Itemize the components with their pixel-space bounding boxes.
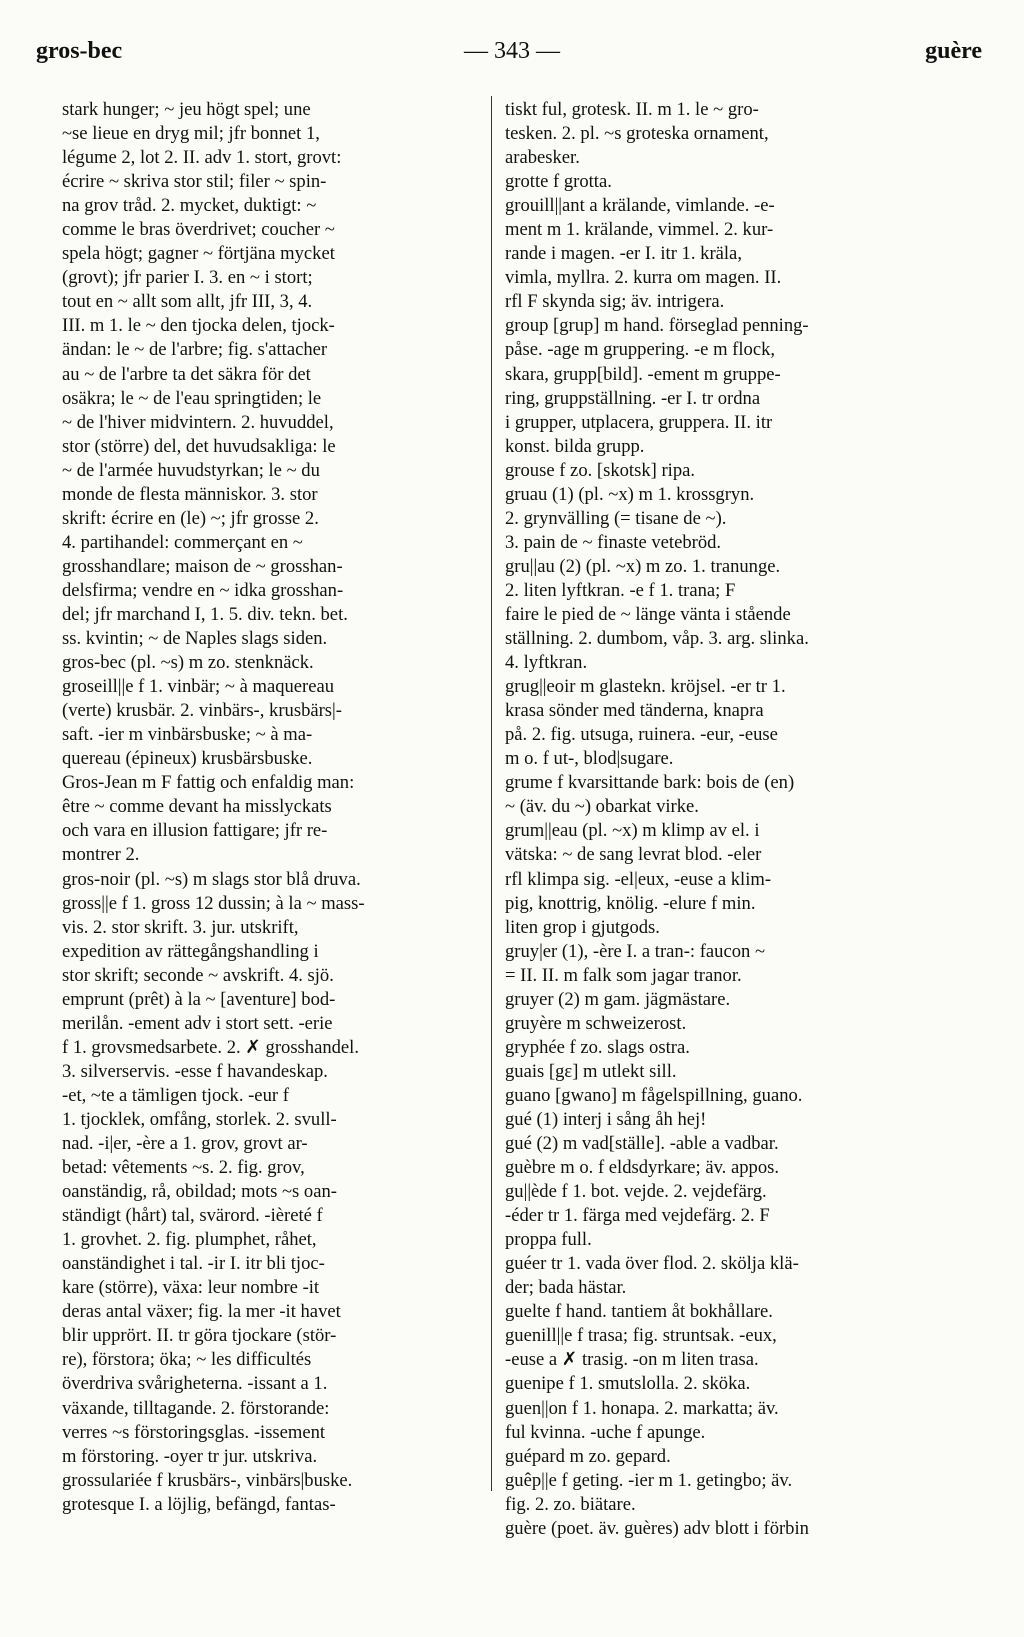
entry-line: gruy|er (1), -ère I. a tran-: faucon ~: [505, 940, 766, 962]
entry-line: montrer 2.: [62, 844, 140, 866]
entry-line: f 1. grovsmedsarbete. 2. ✗ grosshandel.: [62, 1036, 360, 1058]
entry-line: ~se lieue en dryg mil; jfr bonnet 1,: [62, 123, 320, 145]
entry-line: 4. lyftkran.: [505, 652, 588, 674]
entry-line: på. 2. fig. utsuga, ruinera. -eur, -euse: [505, 724, 778, 746]
entry-line: emprunt (prêt) à la ~ [aventure] bod-: [62, 988, 336, 1010]
entry-line: grossulariée f krusbärs-, vinbärs|buske.: [62, 1469, 353, 1491]
entry-line: arabesker.: [505, 147, 580, 169]
entry-line: gru||au (2) (pl. ~x) m zo. 1. tranunge.: [505, 555, 781, 577]
entry-line: oanständighet i tal. -ir I. itr bli tjoc-: [62, 1253, 325, 1275]
entry-line: gruyère m schweizerost.: [505, 1012, 687, 1034]
entry-line: grume f kvarsittande bark: bois de (en): [505, 772, 795, 794]
entry-line: i grupper, utplacera, gruppera. II. itr: [505, 411, 773, 433]
right-column: [505, 98, 940, 1541]
entry-line: pig, knottrig, knölig. -elure f min.: [505, 892, 756, 914]
entry-line: gros-noir (pl. ~s) m slags stor blå druva.: [62, 868, 361, 890]
header-first-headword: gros-bec: [36, 38, 123, 64]
entry-line: grouse f zo. [skotsk] ripa.: [505, 459, 696, 481]
entry-line: kare (större), växa: leur nombre -it: [62, 1277, 320, 1299]
entry-line: överdriva svårigheterna. -issant a 1.: [62, 1373, 328, 1395]
entry-line: guais [gɛ] m utlekt sill.: [505, 1060, 677, 1082]
entry-line: guêp||e f geting. -ier m 1. getingbo; äv.: [505, 1469, 793, 1491]
entry-line: grotte f grotta.: [505, 171, 612, 193]
entry-line: 1. tjocklek, omfång, storlek. 2. svull-: [62, 1108, 337, 1130]
entry-line: proppa full.: [505, 1229, 592, 1251]
page-number: — 343 —: [464, 38, 560, 64]
page-header: [0, 38, 1024, 78]
entry-line: grouill||ant a krälande, vimlande. -e-: [505, 195, 775, 217]
entry-line: ~ de l'armée huvudstyrkan; le ~ du: [62, 459, 320, 481]
entry-line: vimla, myllra. 2. kurra om magen. II.: [505, 267, 782, 289]
entry-line: gryphée f zo. slags ostra.: [505, 1036, 690, 1058]
entry-line: guelte f hand. tantiem åt bokhållare.: [505, 1301, 773, 1323]
entry-line: gué (2) m vad[ställe]. -able a vadbar.: [505, 1133, 779, 1155]
entry-line: ~ (äv. du ~) obarkat virke.: [505, 796, 699, 818]
entry-line: ful kvinna. -uche f apunge.: [505, 1421, 706, 1443]
entry-line: 1. grovhet. 2. fig. plumphet, råhet,: [62, 1229, 317, 1251]
entry-line: fig. 2. zo. biätare.: [505, 1493, 636, 1515]
entry-line: delsfirma; vendre en ~ idka grosshan-: [62, 579, 344, 601]
entry-line: -éder tr 1. färga med vejdefärg. 2. F: [505, 1205, 770, 1227]
entry-line: guère (poet. äv. guères) adv blott i förbin: [505, 1517, 809, 1539]
entry-line: ställning. 2. dumbom, våp. 3. arg. slinka.: [505, 628, 809, 650]
entry-line: group [grup] m hand. förseglad penning-: [505, 315, 809, 337]
entry-line: tout en ~ allt som allt, jfr III, 3, 4.: [62, 291, 313, 313]
entry-line: m o. f ut-, blod|sugare.: [505, 748, 674, 770]
entry-line: spela högt; gagner ~ förtjäna mycket: [62, 243, 335, 265]
entry-line: stor skrift; seconde ~ avskrift. 4. sjö.: [62, 964, 334, 986]
entry-line: saft. -ier m vinbärsbuske; ~ à ma-: [62, 724, 313, 746]
entry-line: au ~ de l'arbre ta det säkra för det: [62, 363, 311, 385]
entry-line: tesken. 2. pl. ~s groteska ornament,: [505, 123, 769, 145]
entry-line: -et, ~te a tämligen tjock. -eur f: [62, 1084, 289, 1106]
entry-line: faire le pied de ~ länge vänta i stående: [505, 603, 791, 625]
entry-line: skrift: écrire en (le) ~; jfr grosse 2.: [62, 507, 319, 529]
entry-line: merilån. -ement adv i stort sett. -erie: [62, 1012, 333, 1034]
entry-line: gu||ède f 1. bot. vejde. 2. vejdefärg.: [505, 1181, 767, 1203]
entry-line: osäkra; le ~ de l'eau springtiden; le: [62, 387, 322, 409]
entry-line: betad: vêtements ~s. 2. fig. grov,: [62, 1157, 305, 1179]
entry-line: guenipe f 1. smutslolla. 2. sköka.: [505, 1373, 751, 1395]
entry-line: III. m 1. le ~ den tjocka delen, tjock-: [62, 315, 335, 337]
entry-line: grum||eau (pl. ~x) m klimp av el. i: [505, 820, 760, 842]
entry-line: guenill||e f trasa; fig. struntsak. -eux,: [505, 1325, 777, 1347]
entry-line: Gros-Jean m F fattig och enfaldig man:: [62, 772, 355, 794]
entry-line: krasa sönder med tänderna, knapra: [505, 700, 764, 722]
entry-line: rfl F skynda sig; äv. intrigera.: [505, 291, 725, 313]
entry-line: rande i magen. -er I. itr 1. kräla,: [505, 243, 742, 265]
header-last-headword: guère: [925, 38, 982, 64]
entry-line: 4. partihandel: commerçant en ~: [62, 531, 303, 553]
entry-line: verres ~s förstoringsglas. -issement: [62, 1421, 326, 1443]
entry-line: stor (större) del, det huvudsakliga: le: [62, 435, 336, 457]
entry-line: tiskt ful, grotesk. II. m 1. le ~ gro-: [505, 99, 759, 120]
entry-line: nad. -i|er, -ère a 1. grov, grovt ar-: [62, 1133, 308, 1155]
entry-line: guèbre m o. f eldsdyrkare; äv. appos.: [505, 1157, 779, 1179]
entry-line: der; bada hästar.: [505, 1277, 627, 1299]
entry-line: gruyer (2) m gam. jägmästare.: [505, 988, 731, 1010]
entry-line: = II. II. m falk som jagar tranor.: [505, 964, 742, 986]
entry-line: guéer tr 1. vada över flod. 2. skölja klä-: [505, 1253, 799, 1275]
entry-line: konst. bilda grupp.: [505, 435, 645, 457]
entry-line: guen||on f 1. honapa. 2. markatta; äv.: [505, 1397, 779, 1419]
entry-line: (grovt); jfr parier I. 3. en ~ i stort;: [62, 267, 313, 289]
entry-line: m förstoring. -oyer tr jur. utskriva.: [62, 1445, 318, 1467]
entry-line: grotesque I. a löjlig, befängd, fantas-: [62, 1493, 336, 1515]
entry-line: -euse a ✗ trasig. -on m liten trasa.: [505, 1349, 759, 1371]
entry-line: 2. liten lyftkran. -e f 1. trana; F: [505, 579, 736, 601]
entry-line: växande, tilltagande. 2. förstorande:: [62, 1397, 330, 1419]
entry-line: ständigt (hårt) tal, svärord. -ièreté f: [62, 1205, 323, 1227]
entry-line: rfl klimpa sig. -el|eux, -euse a klim-: [505, 868, 772, 890]
left-column: [62, 98, 482, 1517]
entry-line: gros-bec (pl. ~s) m zo. stenknäck.: [62, 652, 314, 674]
entry-line: comme le bras överdrivet; coucher ~: [62, 219, 335, 241]
entry-line: (verte) krusbär. 2. vinbärs-, krusbärs|-: [62, 700, 342, 722]
entry-line: monde de flesta människor. 3. stor: [62, 483, 318, 505]
entry-line: 3. pain de ~ finaste vetebröd.: [505, 531, 722, 553]
entry-line: deras antal växer; fig. la mer -it havet: [62, 1301, 341, 1323]
entry-line: ~ de l'hiver midvintern. 2. huvuddel,: [62, 411, 334, 433]
entry-line: expedition av rättegångshandling i: [62, 940, 319, 962]
entry-line: liten grop i gjutgods.: [505, 916, 660, 938]
entry-line: gruau (1) (pl. ~x) m 1. krossgryn.: [505, 483, 755, 505]
entry-line: påse. -age m gruppering. -e m flock,: [505, 339, 776, 361]
entry-line: ss. kvintin; ~ de Naples slags siden.: [62, 628, 328, 650]
entry-line: blir upprört. II. tr göra tjockare (stör-: [62, 1325, 337, 1347]
entry-line: vätska: ~ de sang levrat blod. -eler: [505, 844, 762, 866]
entry-line: och vara en illusion fattigare; jfr re-: [62, 820, 328, 842]
entry-line: légume 2, lot 2. II. adv 1. stort, grovt:: [62, 147, 342, 169]
entry-line: guano [gwano] m fågelspillning, guano.: [505, 1084, 803, 1106]
entry-line: grug||eoir m glastekn. kröjsel. -er tr 1.: [505, 676, 786, 698]
entry-line: gross||e f 1. gross 12 dussin; à la ~ mass-: [62, 892, 365, 914]
entry-line: écrire ~ skriva stor stil; filer ~ spin-: [62, 171, 327, 193]
entry-line: grosshandlare; maison de ~ grosshan-: [62, 555, 343, 577]
entry-line: groseill||e f 1. vinbär; ~ à maquereau: [62, 676, 335, 698]
entry-line: skara, grupp[bild]. -ement m gruppe-: [505, 363, 781, 385]
entry-line: vis. 2. stor skrift. 3. jur. utskrift,: [62, 916, 299, 938]
entry-line: 2. grynvälling (= tisane de ~).: [505, 507, 727, 529]
entry-line: ring, gruppställning. -er I. tr ordna: [505, 387, 761, 409]
entry-line: oanständig, rå, obildad; mots ~s oan-: [62, 1181, 337, 1203]
entry-line: être ~ comme devant ha misslyckats: [62, 796, 332, 818]
entry-line: quereau (épineux) krusbärsbuske.: [62, 748, 313, 770]
entry-line: 3. silverservis. -esse f havandeskap.: [62, 1060, 328, 1082]
entry-line: re), förstora; öka; ~ les difficultés: [62, 1349, 312, 1371]
entry-line: del; jfr marchand I, 1. 5. div. tekn. bet.: [62, 603, 348, 625]
entry-line: na grov tråd. 2. mycket, duktigt: ~: [62, 195, 317, 217]
entry-line: guépard m zo. gepard.: [505, 1445, 671, 1467]
entry-line: ändan: le ~ de l'arbre; fig. s'attacher: [62, 339, 328, 361]
entry-line: stark hunger; ~ jeu högt spel; une: [62, 99, 311, 120]
entry-line: gué (1) interj i sång åh hej!: [505, 1108, 707, 1130]
column-divider: [491, 96, 492, 1491]
entry-line: ment m 1. krälande, vimmel. 2. kur-: [505, 219, 774, 241]
